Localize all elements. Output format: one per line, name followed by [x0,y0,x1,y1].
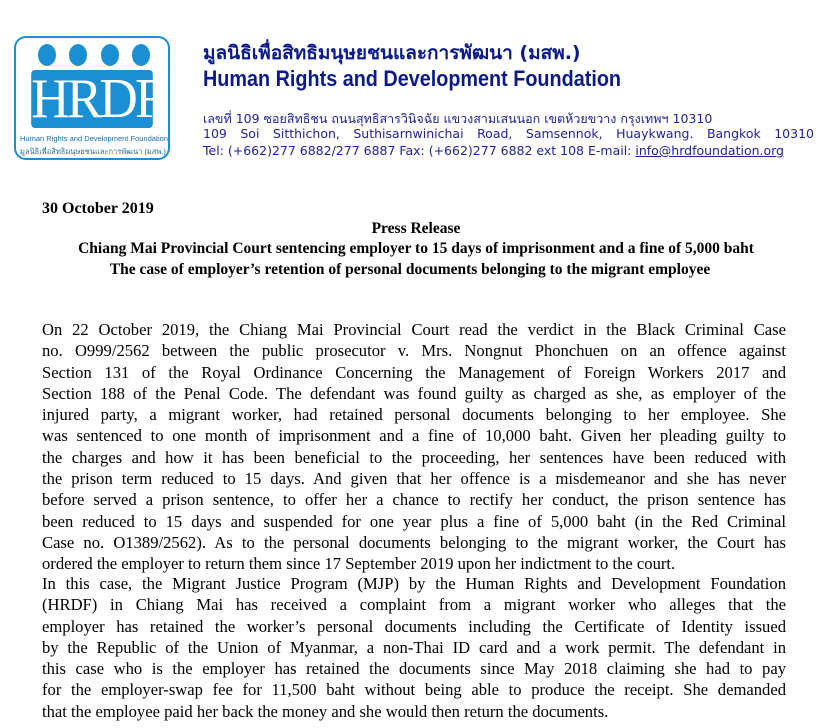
paragraph-1 [42,319,786,575]
paragraph-line: for the employer-swap fee for 11,500 baht without being able to produce the receipt. She demanded [42,680,786,700]
address-word: Sitthichon, [272,126,340,141]
contact-line [203,143,814,158]
email-link[interactable]: info@hrdfoundation.org [635,143,784,158]
logo-caption-en: Human Rights and Development Foundation [20,134,169,143]
paragraph-line: that the employee paid her back the money and she would then return the documents. [42,701,609,721]
address-word: Suthisarnwinichai [353,126,464,141]
paragraph-line: Case no. O1389/2562). As to the personal documents belonging to the migrant worker, the Court has [42,532,786,552]
address-english [203,126,814,141]
paragraph-line: was sentenced to one month of imprisonment and a fine of 10,000 baht. Given her pleading guilty to [42,426,786,446]
paragraph-line: (HRDF) in Chiang Mai has received a complaint from a migrant worker who alleges that the [42,595,786,615]
address-word: Huaykwang. [616,126,694,141]
paragraph-line: Section 188 of the Penal Code. The defendant was found guilty as charged as she, as employer of the [42,383,786,403]
address-word: Road, [477,126,513,141]
hrdf-logo [14,36,170,160]
address-word: Samsennok, [525,126,603,141]
headline-line-2: The case of employer’s retention of personal documents belonging to the migrant employee [109,261,711,278]
address-word: 109 [203,126,227,141]
document-type: Press Release [371,220,461,237]
address-word: Bangkok [706,126,761,141]
paragraph-line: been reduced to 15 days and suspended for one year plus a fine of 5,000 baht (in the Red Criminal [42,511,786,531]
paragraph-line: In this case, the Migrant Justice Program (MJP) by the Human Rights and Development Foundation [42,574,786,593]
headline-line-1: Chiang Mai Provincial Court sentencing employer to 15 days of imprisonment and a fine of 5,000 baht [78,240,754,257]
address-word: 10310 [774,126,814,141]
paragraph-line: no. O999/2562 between the public prosecutor v. Mrs. Nongnut Phonchuen on an offence against [42,341,786,361]
logo-text: HRDF [31,68,162,130]
paragraph-line: On 22 October 2019, the Chiang Mai Provincial Court read the verdict in the Black Criminal Case [42,320,786,339]
paragraph-2 [42,573,786,722]
paragraph-line: injured party, a migrant worker, had retained personal documents belonging to her employee. She [42,405,786,425]
paragraph-line: the prison term reduced to 15 days. And given that her offence is a misdemeanor and she has never [42,469,786,489]
contact-phone-fax: Tel: (+662)277 6882/277 6887 Fax: (+662)277 6882 ext 108 E-mail: [203,143,636,158]
address-thai: เลขที่ 109 ซอยสิทธิชน ถนนสุทธิสารวินิจฉัย แขวงสามเสนนอก เขตห้วยขวาง กรุงเทพฯ 10310 [203,111,713,126]
paragraph-line: Section 131 of the Royal Ordinance Concerning the Management of Foreign Workers 2017 and [42,362,786,382]
paragraph-line: before served a prison sentence, to offer her a chance to rectify her conduct, the prison sentence has [42,490,786,510]
org-name-english: Human Rights and Development Foundation [203,66,622,91]
paragraph-line: by the Republic of the Union of Myanmar, a non-Thai ID card and a work permit. The defendant in [42,637,786,657]
org-name-thai: มูลนิธิเพื่อสิทธิมนุษยชนและการพัฒนา (มสพ.) [203,42,581,64]
address-word: Soi [240,126,260,141]
paragraph-line: employer has retained the worker’s personal documents including the Certificate of Identity issued [42,616,786,636]
paragraph-line: the charges and how it has been beneficial to the proceeding, her sentences have been reduced with [42,447,786,467]
logo-people-icon [38,44,150,66]
paragraph-line: ordered the employer to return them since 17 September 2019 upon her indictment to the court. [42,554,676,574]
paragraph-line: this case who is the employer has retained the documents since May 2018 claiming she had to pay [42,659,786,679]
logo-caption-th: มูลนิธิเพื่อสิทธิมนุษยชนและการพัฒนา (มสพ.) [20,147,166,156]
document-date: 30 October 2019 [42,200,154,217]
